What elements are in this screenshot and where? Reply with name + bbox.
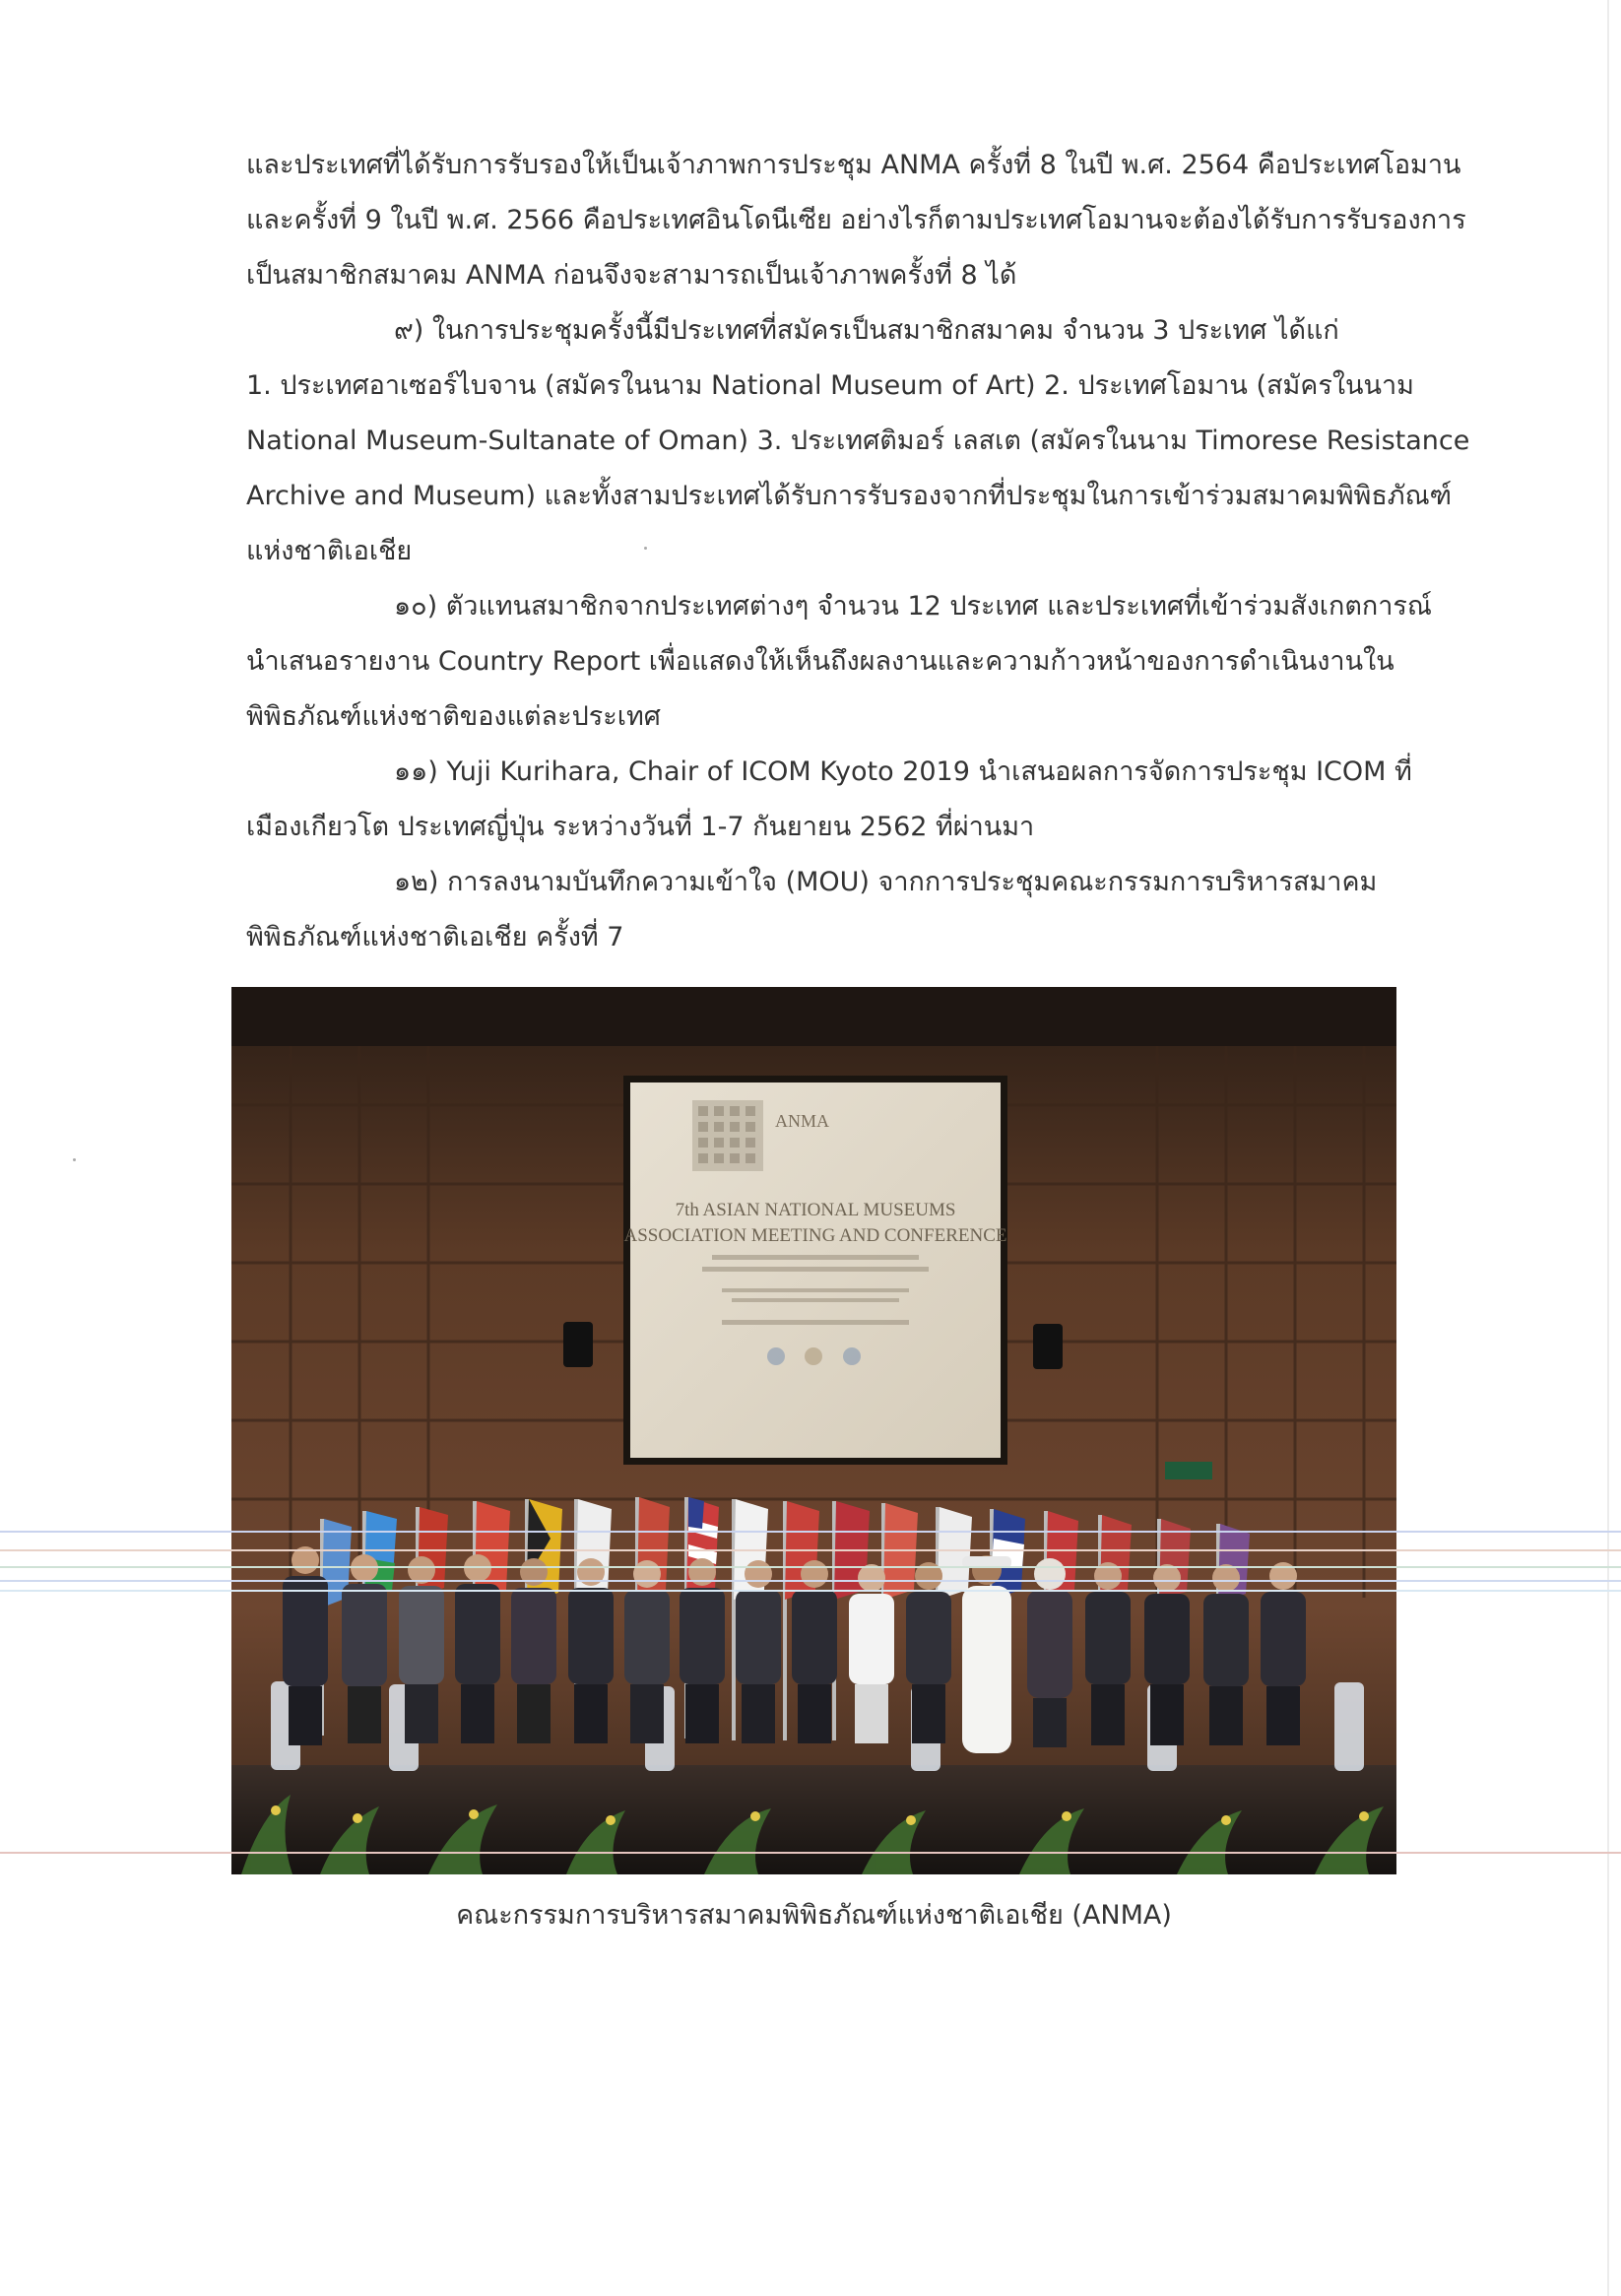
paragraph-line: เป็นสมาชิกสมาคม ANMA ก่อนจึงจะสามารถเป็นเจ้าภาพครั้งที่ 8 ได้: [246, 260, 1017, 291]
paragraph-line: และประเทศที่ได้รับการรับรองให้เป็นเจ้าภาพการประชุม ANMA ครั้งที่ 8 ในปี พ.ศ. 2564 คือประเทศโอมาน: [246, 150, 1461, 180]
paragraph-line: แห่งชาติเอเชีย: [246, 536, 413, 566]
paragraph-line: 1. ประเทศอาเซอร์ไบจาน (สมัครในนาม National Museum of Art) 2. ประเทศโอมาน (สมัครในนาม: [246, 370, 1414, 401]
scan-artifact-line: [0, 1566, 1621, 1568]
paragraph-line: พิพิธภัณฑ์แห่งชาติเอเชีย ครั้งที่ 7: [246, 922, 624, 952]
scan-artifact-line: [0, 1580, 1621, 1582]
scan-artifact-line: [0, 1549, 1621, 1551]
photo-caption: คณะกรรมการบริหารสมาคมพิพิธภัณฑ์แห่งชาติเอเชีย (ANMA): [456, 1900, 1172, 1931]
group-photo: [231, 987, 1396, 1874]
screen-title-2: ASSOCIATION MEETING AND CONFERENCE: [623, 1225, 1007, 1246]
paragraph-line: นำเสนอรายงาน Country Report เพื่อแสดงให้เห็นถึงผลงานและความก้าวหน้าของการดำเนินงานใน: [246, 646, 1394, 677]
paragraph-line: National Museum-Sultanate of Oman) 3. ประเทศติมอร์ เลสเต (สมัครในนาม Timorese Resistance: [246, 426, 1470, 456]
paragraph-line: Archive and Museum) และทั้งสามประเทศได้รับการรับรองจากที่ประชุมในการเข้าร่วมสมาคมพิพิธภัณฑ์: [246, 481, 1453, 511]
paragraph-line: และครั้งที่ 9 ในปี พ.ศ. 2566 คือประเทศอินโดนีเซีย อย่างไรก็ตามประเทศโอมานจะต้องได้รับการรับรองการ: [246, 205, 1466, 235]
paragraph-line: ๑๒) การลงนามบันทึกความเข้าใจ (MOU) จากการประชุมคณะกรรมการบริหารสมาคม: [394, 867, 1378, 897]
scan-artifact-line: [0, 1590, 1621, 1592]
paragraph-line: ๑๐) ตัวแทนสมาชิกจากประเทศต่างๆ จำนวน 12 ประเทศ และประเทศที่เข้าร่วมสังเกตการณ์: [394, 591, 1432, 622]
screen-title-1: 7th ASIAN NATIONAL MUSEUMS: [675, 1200, 956, 1220]
scan-artifact-line: [0, 1852, 1621, 1854]
scan-speck: [73, 1158, 76, 1161]
screen-org: ANMA: [775, 1111, 830, 1131]
paragraph-line: พิพิธภัณฑ์แห่งชาติของแต่ละประเทศ: [246, 701, 661, 732]
body-text: [246, 138, 1470, 965]
paragraph-line: ๙) ในการประชุมครั้งนี้มีประเทศที่สมัครเป็นสมาชิกสมาคม จำนวน 3 ประเทศ ได้แก่: [394, 315, 1339, 346]
paragraph-line: ๑๑) Yuji Kurihara, Chair of ICOM Kyoto 2019 นำเสนอผลการจัดการประชุม ICOM ที่: [394, 756, 1412, 787]
scan-artifact-line: [0, 1531, 1621, 1533]
paragraph-line: เมืองเกียวโต ประเทศญี่ปุ่น ระหว่างวันที่ 1-7 กันยายน 2562 ที่ผ่านมา: [246, 812, 1035, 842]
page-edge: [1607, 0, 1609, 2296]
scan-speck: [644, 547, 647, 550]
